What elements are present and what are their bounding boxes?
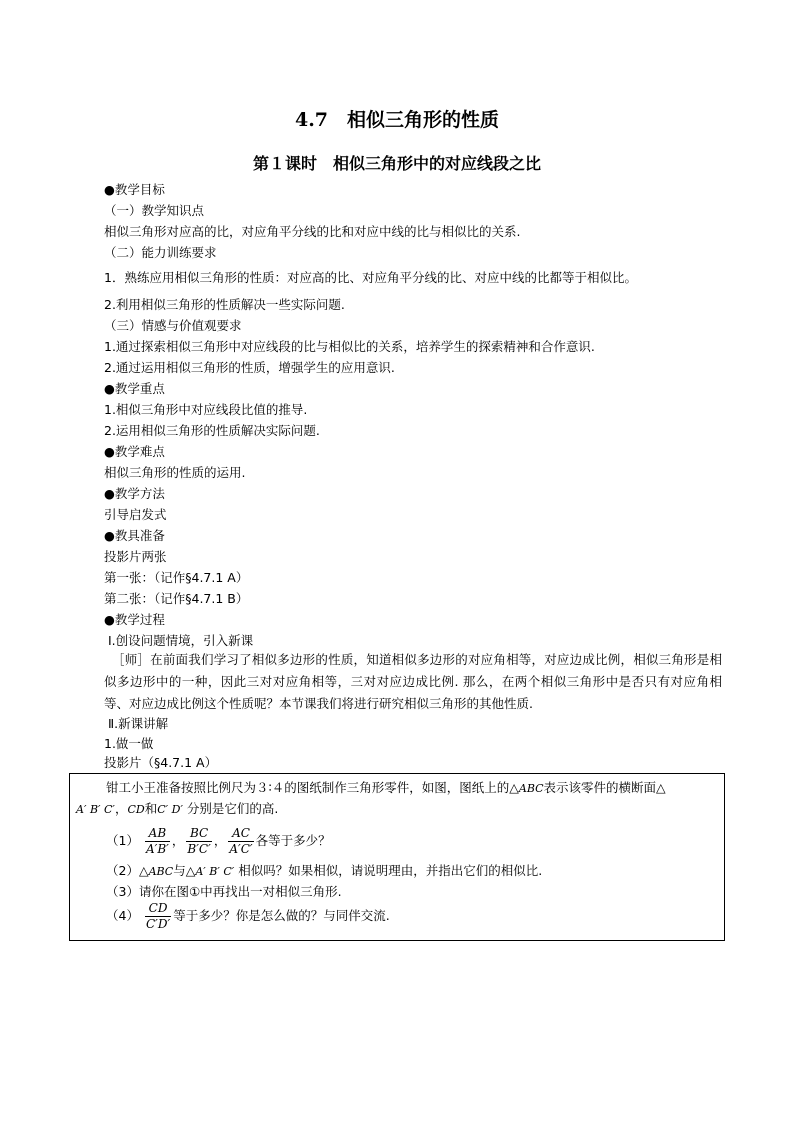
question-2-a1b1c1: A′ B′ C′ [195,865,235,878]
fraction-bc-denominator: B′C′ [187,842,211,856]
method-heading: ●教学方法 [104,486,165,501]
intro-text-2-tail: 分别是它们的高. [182,801,279,816]
fraction-ab [145,826,170,857]
fraction-bc [186,826,211,857]
skill-heading: （二）能力训练要求 [104,245,217,260]
intro-comma: ， [114,801,128,816]
problem-intro-line-2 [76,799,278,820]
fraction-cd-denominator: C′D′ [145,917,171,931]
problem-box [69,773,725,941]
question-2 [106,861,542,882]
lesson-subtitle: 第１课时 相似三角形中的对应线段之比 [252,154,541,173]
question-4-tail: 等于多少？你是怎么做的？与同伴交流. [173,908,390,923]
section-1-heading: Ⅰ.创设问题情境，引入新课 [108,633,254,648]
slide-item-1: 第一张：（记作§4.7.1 A） [104,570,249,585]
fraction-ab-denominator: A′B′ [145,842,169,856]
fraction-bc-numerator: BC [186,826,211,842]
key-item-1: 1.相似三角形中对应线段比值的推导. [104,402,308,417]
teacher-paragraph: ［师］在前面我们学习了相似多边形的性质，知道相似多边形的对应角相等，对应边成比例，相似三角形是相似多边形中的一种，因此三对对应角相等，三对对应边成比例. 那么，在两个相似三角形中是否只有对应角相等、对应边成比例这个性质呢？本节课我们将进行研究相似三角形的其他性质. [104,652,722,711]
fraction-ac-denominator: A′C′ [229,842,253,856]
fraction-ac-numerator: AC [228,826,253,842]
fraction-cd [145,901,171,932]
question-1-sep-2: ， [213,833,227,848]
lesson-title: 4.7 相似三角形的性质 [294,109,500,131]
question-2-head: （2）△ [106,863,149,878]
triangle-abc-label: ABC [518,782,544,795]
triangle-a1b1c1-label: A′ B′ C′ [76,803,115,816]
question-2-abc: ABC [148,865,174,878]
question-1-sep-1: ， [171,833,185,848]
tools-body: 投影片两张 [104,549,167,564]
method-body: 引导启发式 [104,507,167,522]
process-heading: ●教学过程 [104,612,165,627]
question-1-tail: 各等于多少？ [255,833,331,848]
question-1 [106,826,331,857]
fraction-ac [228,826,253,857]
knowledge-heading: （一）教学知识点 [104,203,205,218]
slide-reference: 投影片（§4.7.1 A） [104,755,218,770]
fraction-cd-numerator: CD [145,901,171,917]
goal-heading: ●教学目标 [104,182,165,197]
question-4-number: （4） [106,908,139,923]
knowledge-body: 相似三角形对应高的比，对应角平分线的比和对应中线的比与相似比的关系. [104,224,521,239]
skill-item-2: 2.利用相似三角形的性质解决一些实际问题. [104,297,345,312]
segment-cd-label: CD [127,803,145,816]
problem-intro-line-1 [106,778,666,799]
emotion-item-1: 1.通过探索相似三角形中对应线段的比与相似比的关系，培养学生的探索精神和合作意识. [104,339,595,354]
intro-and: 和 [144,801,158,816]
do-it-heading: 1.做一做 [104,736,154,751]
emotion-heading: （三）情感与价值观要求 [104,318,242,333]
difficulty-heading: ●教学难点 [104,444,165,459]
emotion-item-2: 2.通过运用相似三角形的性质，增强学生的应用意识. [104,360,395,375]
intro-text-1-tail: 表示该零件的横断面△ [543,780,666,795]
key-heading: ●教学重点 [104,381,165,396]
question-1-number: （1） [106,833,139,848]
fraction-ab-numerator: AB [145,826,170,842]
question-3: （3）请你在图①中再找出一对相似三角形. [106,884,342,899]
skill-item-1: 1．熟练应用相似三角形的性质：对应高的比、对应角平分线的比、对应中线的比都等于相似比。 [104,270,637,285]
question-2-mid: 与△ [173,863,196,878]
tools-heading: ●教具准备 [104,528,165,543]
difficulty-body: 相似三角形的性质的运用. [104,465,246,480]
slide-item-2: 第二张：（记作§4.7.1 B） [104,591,249,606]
question-2-tail: 相似吗？如果相似，请说明理由，并指出它们的相似比. [234,863,543,878]
segment-c1d1-label: C′ D′ [157,803,183,816]
intro-text-1: 钳工小王准备按照比例尺为３∶４的图纸制作三角形零件，如图，图纸上的△ [106,780,519,795]
key-item-2: 2.运用相似三角形的性质解决实际问题. [104,423,320,438]
question-4 [106,901,390,932]
section-2-heading: Ⅱ.新课讲解 [108,716,169,731]
